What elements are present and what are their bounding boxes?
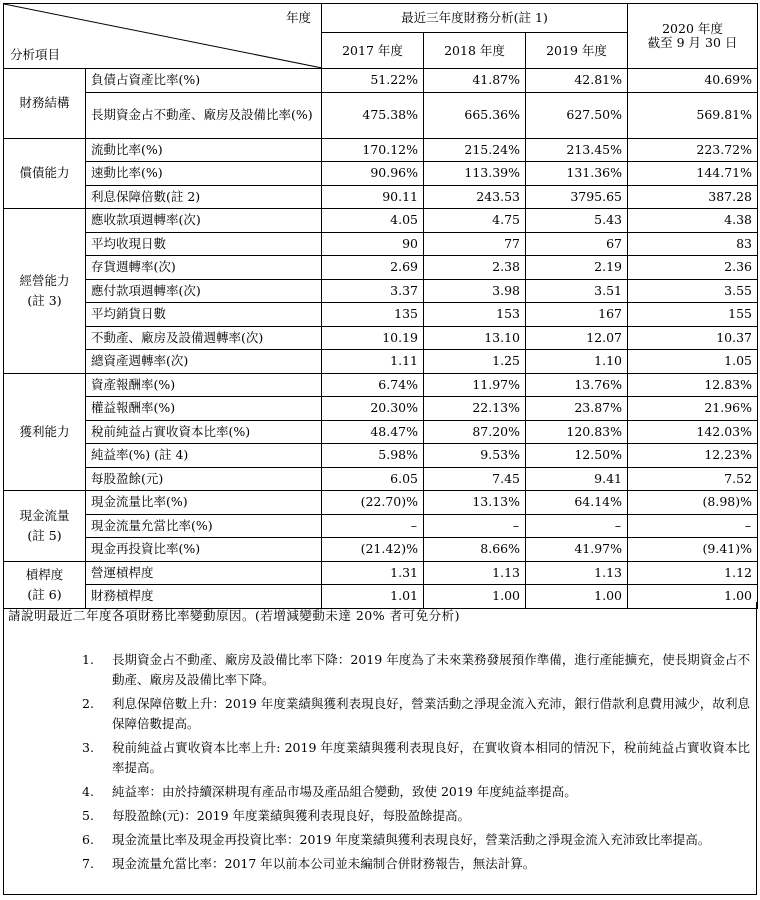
value-cell: 12.83% xyxy=(628,373,758,397)
row-label: 速動比率(%) xyxy=(86,162,322,186)
value-cell: 155 xyxy=(628,303,758,327)
row-label: 長期資金占不動產、廠房及設備比率(%) xyxy=(86,92,322,138)
table-row xyxy=(4,162,758,186)
row-label: 每股盈餘(元) xyxy=(86,467,322,491)
value-cell: 243.53 xyxy=(424,185,526,209)
row-label: 總資產週轉率(次) xyxy=(86,350,322,374)
value-cell: 627.50% xyxy=(526,92,628,138)
table-row xyxy=(4,514,758,538)
value-cell: (8.98)% xyxy=(628,491,758,515)
value-cell: 41.97% xyxy=(526,538,628,562)
value-cell: 135 xyxy=(322,303,424,327)
value-cell: 12.23% xyxy=(628,444,758,468)
notes-list xyxy=(82,650,750,878)
table-row xyxy=(4,373,758,397)
list-item: 4. 純益率：由於持續深耕現有產品市場及產品組合變動，致使 2019 年度純益率提高。 xyxy=(82,784,577,799)
value-cell: 41.87% xyxy=(424,69,526,93)
value-cell: 153 xyxy=(424,303,526,327)
value-cell: (9.41)% xyxy=(628,538,758,562)
value-cell: 23.87% xyxy=(526,397,628,421)
value-cell: – xyxy=(424,514,526,538)
value-cell: 6.74% xyxy=(322,373,424,397)
row-label: 平均銷貨日數 xyxy=(86,303,322,327)
value-cell: 1.00 xyxy=(526,585,628,609)
row-label: 不動產、廠房及設備週轉率(次) xyxy=(86,326,322,350)
table-row xyxy=(4,232,758,256)
row-label: 純益率(%) (註 4) xyxy=(86,444,322,468)
value-cell: 64.14% xyxy=(526,491,628,515)
corner-item-label: 分析項目 xyxy=(10,47,61,62)
row-label: 流動比率(%) xyxy=(86,138,322,162)
category-profitability: 獲利能力 xyxy=(4,373,86,491)
row-label: 權益報酬率(%) xyxy=(86,397,322,421)
category-solvency: 償債能力 xyxy=(4,138,86,209)
category-leverage: 槓桿度 (註 6) xyxy=(4,561,86,608)
value-cell: 1.25 xyxy=(424,350,526,374)
value-cell: 9.41 xyxy=(526,467,628,491)
row-label: 負債占資產比率(%) xyxy=(86,69,322,93)
three-year-group-header: 最近三年度財務分析(註 1) xyxy=(322,4,628,33)
value-cell: 223.72% xyxy=(628,138,758,162)
value-cell: 1.00 xyxy=(628,585,758,609)
value-cell: 77 xyxy=(424,232,526,256)
row-label: 利息保障倍數(註 2) xyxy=(86,185,322,209)
value-cell: 7.52 xyxy=(628,467,758,491)
current-period-header xyxy=(628,4,758,69)
current-period-date: 截至 9 月 30 日 xyxy=(647,35,738,50)
value-cell: 1.01 xyxy=(322,585,424,609)
value-cell: 170.12% xyxy=(322,138,424,162)
value-cell: 215.24% xyxy=(424,138,526,162)
table-row xyxy=(4,69,758,93)
value-cell: 12.50% xyxy=(526,444,628,468)
value-cell: 4.38 xyxy=(628,209,758,233)
value-cell: 1.12 xyxy=(628,561,758,585)
row-label: 平均收現日數 xyxy=(86,232,322,256)
value-cell: 3.55 xyxy=(628,279,758,303)
value-cell: 12.07 xyxy=(526,326,628,350)
row-label: 稅前純益占實收資本比率(%) xyxy=(86,420,322,444)
value-cell: 1.10 xyxy=(526,350,628,374)
value-cell: 1.13 xyxy=(526,561,628,585)
list-item: 5. 每股盈餘(元)：2019 年度業績與獲利表現良好，每股盈餘提高。 xyxy=(82,808,471,823)
table-row xyxy=(4,444,758,468)
table-row xyxy=(4,397,758,421)
value-cell: 144.71% xyxy=(628,162,758,186)
value-cell: 665.36% xyxy=(424,92,526,138)
value-cell: 167 xyxy=(526,303,628,327)
value-cell: 9.53% xyxy=(424,444,526,468)
value-cell: 40.69% xyxy=(628,69,758,93)
value-cell: 2.36 xyxy=(628,256,758,280)
value-cell: 4.05 xyxy=(322,209,424,233)
value-cell: 87.20% xyxy=(424,420,526,444)
table-row xyxy=(4,420,758,444)
year-header-2019: 2019 年度 xyxy=(526,33,628,69)
value-cell: 2.38 xyxy=(424,256,526,280)
value-cell: 1.13 xyxy=(424,561,526,585)
table-row xyxy=(4,138,758,162)
value-cell: 13.10 xyxy=(424,326,526,350)
list-item: 3. 稅前純益占實收資本比率上升: 2019 年度業績與獲利表現良好，在實收資本相同的情況下，稅前純益占實收資本比率提高。 xyxy=(82,740,750,775)
value-cell: 6.05 xyxy=(322,467,424,491)
row-label: 應付款項週轉率(次) xyxy=(86,279,322,303)
value-cell: 20.30% xyxy=(322,397,424,421)
table-row xyxy=(4,256,758,280)
value-cell: 7.45 xyxy=(424,467,526,491)
value-cell: 22.13% xyxy=(424,397,526,421)
category-financial-structure: 財務結構 xyxy=(4,69,86,139)
value-cell: 1.05 xyxy=(628,350,758,374)
row-label: 營運槓桿度 xyxy=(86,561,322,585)
value-cell: 142.03% xyxy=(628,420,758,444)
year-header-2018: 2018 年度 xyxy=(424,33,526,69)
table-row xyxy=(4,491,758,515)
value-cell: 67 xyxy=(526,232,628,256)
value-cell: – xyxy=(526,514,628,538)
corner-year-label: 年度 xyxy=(285,10,311,25)
financial-ratio-table xyxy=(3,3,758,609)
value-cell: 3.98 xyxy=(424,279,526,303)
value-cell: 83 xyxy=(628,232,758,256)
row-label: 存貨週轉率(次) xyxy=(86,256,322,280)
value-cell: 4.75 xyxy=(424,209,526,233)
value-cell: 213.45% xyxy=(526,138,628,162)
value-cell: (22.70)% xyxy=(322,491,424,515)
list-item: 6. 現金流量比率及現金再投資比率：2019 年度業績與獲利表現良好，營業活動之淨現金流入充沛致比率提高。 xyxy=(82,832,711,847)
value-cell: 42.81% xyxy=(526,69,628,93)
value-cell: 387.28 xyxy=(628,185,758,209)
table-row xyxy=(4,279,758,303)
value-cell: 3.37 xyxy=(322,279,424,303)
current-period-year: 2020 年度 xyxy=(662,21,723,36)
value-cell: 5.98% xyxy=(322,444,424,468)
row-label: 應收款項週轉率(次) xyxy=(86,209,322,233)
ratio-change-notes xyxy=(3,602,757,895)
value-cell: 5.43 xyxy=(526,209,628,233)
value-cell: 90.96% xyxy=(322,162,424,186)
table-row xyxy=(4,350,758,374)
value-cell: 3.51 xyxy=(526,279,628,303)
table-row xyxy=(4,92,758,138)
value-cell: 3795.65 xyxy=(526,185,628,209)
row-label: 現金流量允當比率(%) xyxy=(86,514,322,538)
table-row xyxy=(4,185,758,209)
value-cell: 8.66% xyxy=(424,538,526,562)
value-cell: 13.13% xyxy=(424,491,526,515)
value-cell: (21.42)% xyxy=(322,538,424,562)
value-cell: 90 xyxy=(322,232,424,256)
value-cell: 48.47% xyxy=(322,420,424,444)
value-cell: 10.19 xyxy=(322,326,424,350)
year-header-2017: 2017 年度 xyxy=(322,33,424,69)
corner-header-cell xyxy=(4,4,322,69)
value-cell: 1.00 xyxy=(424,585,526,609)
table-row xyxy=(4,467,758,491)
value-cell: 120.83% xyxy=(526,420,628,444)
table-row xyxy=(4,561,758,585)
value-cell: 11.97% xyxy=(424,373,526,397)
list-item: 2. 利息保障倍數上升：2019 年度業績與獲利表現良好，營業活動之淨現金流入充沛，銀行借款利息費用減少，故利息保障倍數提高。 xyxy=(82,696,750,731)
row-label: 現金再投資比率(%) xyxy=(86,538,322,562)
list-item: 7. 現金流量允當比率：2017 年以前本公司並未編制合併財務報告，無法計算。 xyxy=(82,856,536,871)
row-label: 財務槓桿度 xyxy=(86,585,322,609)
value-cell: 1.11 xyxy=(322,350,424,374)
table-row xyxy=(4,326,758,350)
value-cell: 51.22% xyxy=(322,69,424,93)
category-cash-flow: 現金流量 (註 5) xyxy=(4,491,86,562)
value-cell: 10.37 xyxy=(628,326,758,350)
value-cell: 13.76% xyxy=(526,373,628,397)
table-row xyxy=(4,538,758,562)
value-cell: 569.81% xyxy=(628,92,758,138)
list-item: 1. 長期資金占不動產、廠房及設備比率下降：2019 年度為了未來業務發展預作準備，進行產能擴充，使長期資金占不動產、廠房及設備比率下降。 xyxy=(82,652,750,687)
value-cell: – xyxy=(322,514,424,538)
value-cell: 475.38% xyxy=(322,92,424,138)
value-cell: 90.11 xyxy=(322,185,424,209)
value-cell: 113.39% xyxy=(424,162,526,186)
value-cell: – xyxy=(628,514,758,538)
table-row xyxy=(4,303,758,327)
table-row xyxy=(4,209,758,233)
value-cell: 21.96% xyxy=(628,397,758,421)
value-cell: 131.36% xyxy=(526,162,628,186)
value-cell: 1.31 xyxy=(322,561,424,585)
value-cell: 2.19 xyxy=(526,256,628,280)
row-label: 資產報酬率(%) xyxy=(86,373,322,397)
value-cell: 2.69 xyxy=(322,256,424,280)
category-operating-ability: 經營能力 (註 3) xyxy=(4,209,86,374)
notes-intro: 請說明最近二年度各項財務比率變動原因。(若增減變動未達 20% 者可免分析) xyxy=(8,608,460,623)
row-label: 現金流量比率(%) xyxy=(86,491,322,515)
